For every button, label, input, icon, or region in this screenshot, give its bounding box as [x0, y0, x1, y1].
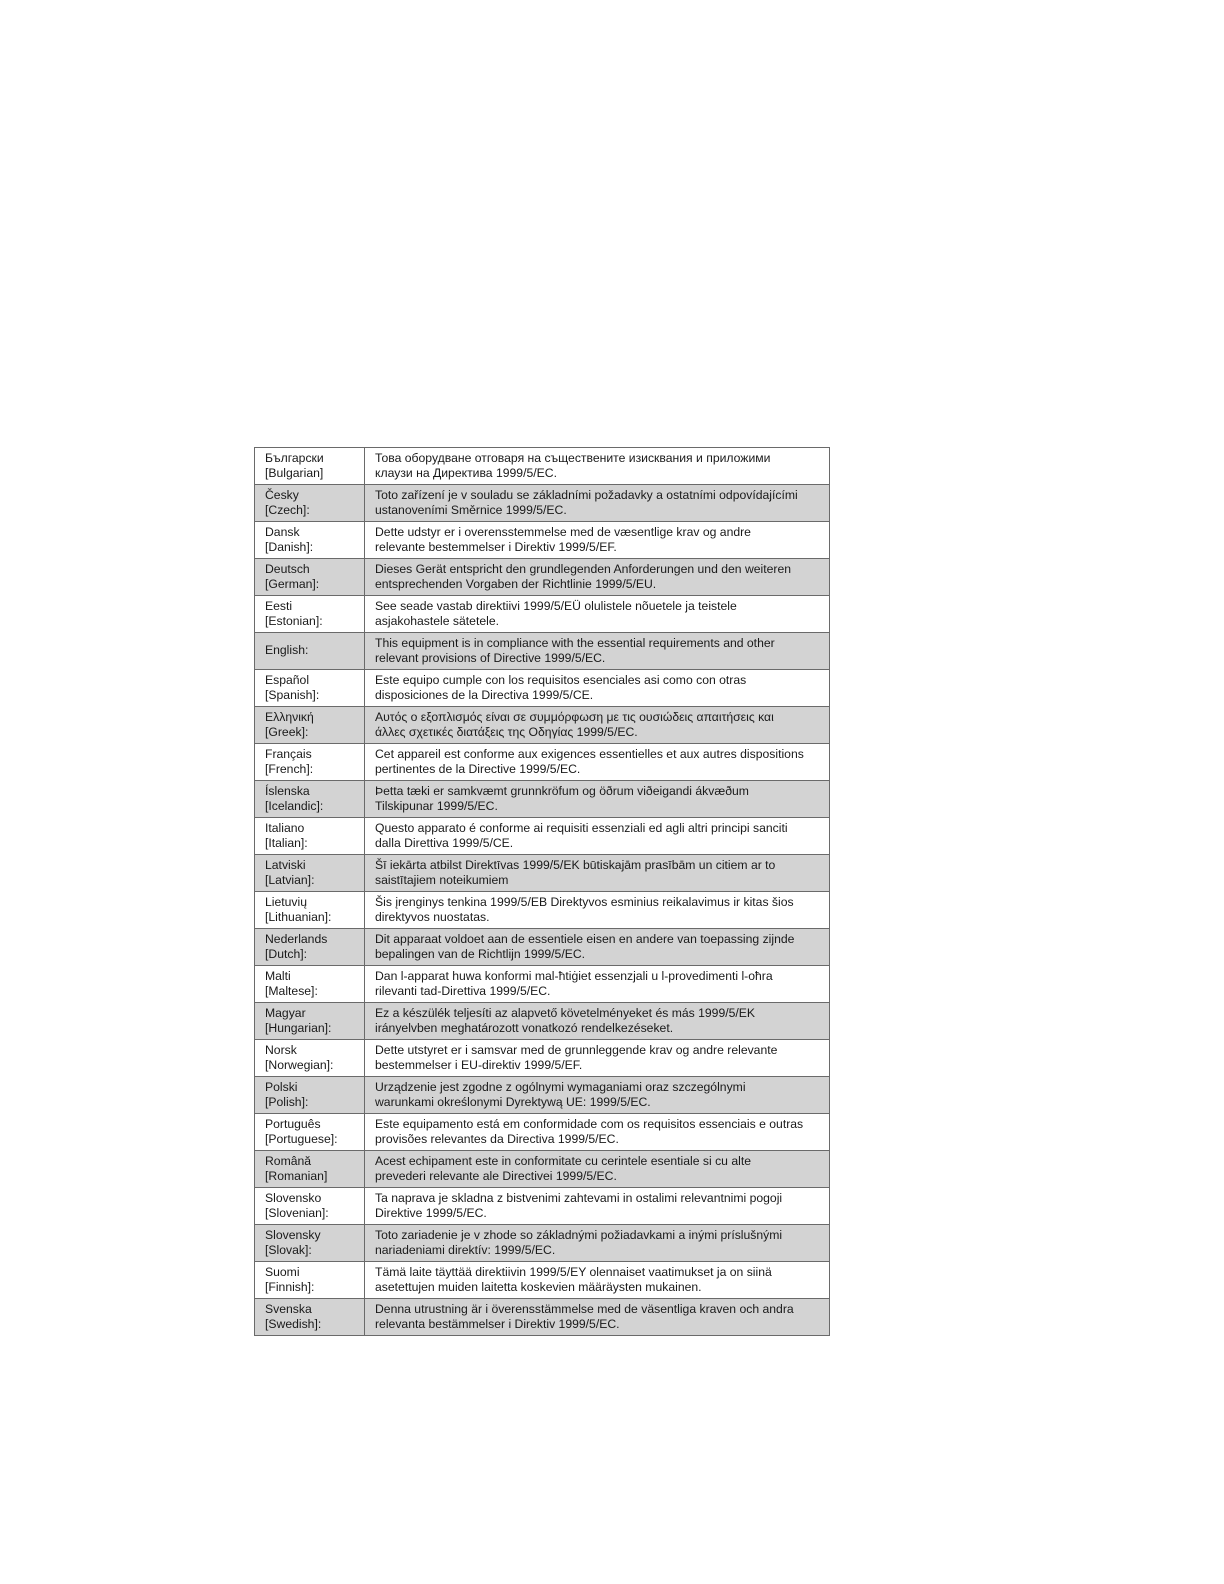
language-name: Română	[265, 1153, 312, 1168]
language-name: Suomi	[265, 1264, 300, 1279]
language-name: Français	[265, 746, 312, 761]
language-english-name: [German]:	[265, 577, 320, 591]
declaration-row	[255, 855, 830, 892]
language-english-name: [Norwegian]:	[265, 1058, 334, 1072]
declaration-row	[255, 1262, 830, 1299]
language-english-name: [Greek]:	[265, 725, 309, 739]
language-name: Deutsch	[265, 561, 310, 576]
language-cell	[255, 485, 365, 522]
language-english-name: [Lithuanian]:	[265, 910, 332, 924]
language-cell	[255, 522, 365, 559]
declaration-row	[255, 966, 830, 1003]
language-english-name: [Swedish]:	[265, 1317, 322, 1331]
compliance-statement: Cet appareil est conforme aux exigences essentielles et aux autres dispositions pertinentes de la Directive 1999/5/EC.	[365, 744, 830, 781]
language-name: Български	[265, 450, 324, 465]
language-cell	[255, 1114, 365, 1151]
compliance-statement: Toto zařízení je v souladu se základními požadavky a ostatními odpovídajícími ustanoveními Směrnice 1999/5/EC.	[365, 485, 830, 522]
declaration-row	[255, 781, 830, 818]
language-cell	[255, 929, 365, 966]
language-cell	[255, 966, 365, 1003]
language-name: Português	[265, 1116, 321, 1131]
compliance-statement: Toto zariadenie je v zhode so základnými požiadavkami a inými príslušnými nariadeniami direktív: 1999/5/EC.	[365, 1225, 830, 1262]
compliance-statement: Denna utrustning är i överensstämmelse med de väsentliga kraven och andra relevanta bestämmelser i Direktiv 1999/5/EC.	[365, 1299, 830, 1336]
declaration-row	[255, 1225, 830, 1262]
language-cell	[255, 559, 365, 596]
language-name: Ελληνική	[265, 709, 314, 724]
language-english-name: [Finnish]:	[265, 1280, 315, 1294]
compliance-statement: Dette utstyret er i samsvar med de grunnleggende krav og andre relevante bestemmelser i EU-direktiv 1999/5/EF.	[365, 1040, 830, 1077]
language-english-name: [Estonian]:	[265, 614, 323, 628]
language-name: Español	[265, 672, 310, 687]
compliance-statement: Šī iekārta atbilst Direktīvas 1999/5/EK būtiskajām prasībām un citiem ar to saistītajiem noteikumiem	[365, 855, 830, 892]
compliance-statement: Dan l-apparat huwa konformi mal-ħtiġiet essenzjali u l-provedimenti l-oħra rilevanti tad-Direttiva 1999/5/EC.	[365, 966, 830, 1003]
compliance-statement: Šis įrenginys tenkina 1999/5/EB Direktyvos esminius reikalavimus ir kitas šios direktyvos nuostatas.	[365, 892, 830, 929]
language-name: English:	[265, 643, 309, 658]
declaration-row	[255, 1077, 830, 1114]
declaration-row	[255, 448, 830, 485]
compliance-statement: Acest echipament este in conformitate cu cerintele esentiale si cu alte prevederi relevante ale Directivei 1999/5/EC.	[365, 1151, 830, 1188]
compliance-statement: Αυτός ο εξοπλισμός είναι σε συμμόρφωση με τις ουσιώδεις απαιτήσεις και άλλες σχετικές διατάξεις της Οδηγίας 1999/5/EC.	[365, 707, 830, 744]
language-name: Polski	[265, 1079, 298, 1094]
declaration-row	[255, 892, 830, 929]
language-english-name: [Dutch]:	[265, 947, 307, 961]
compliance-statement: Este equipo cumple con los requisitos esenciales asi como con otras disposiciones de la Directiva 1999/5/CE.	[365, 670, 830, 707]
language-cell	[255, 596, 365, 633]
language-name: Norsk	[265, 1042, 297, 1057]
language-cell	[255, 1262, 365, 1299]
language-english-name: [Slovak]:	[265, 1243, 312, 1257]
language-cell	[255, 1188, 365, 1225]
language-english-name: [French]:	[265, 762, 314, 776]
declaration-row	[255, 818, 830, 855]
language-english-name: [Spanish]:	[265, 688, 320, 702]
language-english-name: [Maltese]:	[265, 984, 318, 998]
language-english-name: [Bulgarian]	[265, 466, 324, 480]
declaration-row	[255, 522, 830, 559]
declaration-row	[255, 633, 830, 670]
declaration-row	[255, 670, 830, 707]
language-cell	[255, 818, 365, 855]
declaration-table-body	[255, 448, 830, 1336]
compliance-statement: Tämä laite täyttää direktiivin 1999/5/EY olennaiset vaatimukset ja on siinä asetettujen muiden laitetta koskevien määräysten mukainen.	[365, 1262, 830, 1299]
compliance-statement: See seade vastab direktiivi 1999/5/EÜ olulistele nõuetele ja teistele asjakohastele sätetele.	[365, 596, 830, 633]
language-cell	[255, 781, 365, 818]
language-english-name: [Hungarian]:	[265, 1021, 332, 1035]
language-name: Eesti	[265, 598, 293, 613]
language-cell	[255, 1151, 365, 1188]
language-name: Svenska	[265, 1301, 312, 1316]
language-english-name: [Polish]:	[265, 1095, 309, 1109]
compliance-statement: Ez a készülék teljesíti az alapvető követelményeket és más 1999/5/EK irányelvben meghatározott vonatkozó rendelkezéseket.	[365, 1003, 830, 1040]
language-name: Česky	[265, 487, 299, 502]
declaration-row	[255, 744, 830, 781]
language-cell	[255, 670, 365, 707]
language-name: Magyar	[265, 1005, 306, 1020]
language-name: Slovensko	[265, 1190, 322, 1205]
language-cell	[255, 744, 365, 781]
language-cell	[255, 707, 365, 744]
declaration-row	[255, 1114, 830, 1151]
compliance-declaration-table	[254, 447, 830, 1336]
compliance-statement: This equipment is in compliance with the essential requirements and other relevant provisions of Directive 1999/5/EC.	[365, 633, 830, 670]
language-english-name: [Italian]:	[265, 836, 308, 850]
language-english-name: [Latvian]:	[265, 873, 315, 887]
compliance-statement: Dette udstyr er i overensstemmelse med de væsentlige krav og andre relevante bestemmelser i Direktiv 1999/5/EF.	[365, 522, 830, 559]
compliance-statement: Dieses Gerät entspricht den grundlegenden Anforderungen und den weiteren entsprechenden Vorgaben der Richtlinie 1999/5/EU.	[365, 559, 830, 596]
compliance-statement: Ta naprava je skladna z bistvenimi zahtevami in ostalimi relevantnimi pogoji Direktive 1999/5/EC.	[365, 1188, 830, 1225]
compliance-statement: Urządzenie jest zgodne z ogólnymi wymaganiami oraz szczególnymi warunkami określonymi Dyrektywą UE: 1999/5/EC.	[365, 1077, 830, 1114]
compliance-statement: Това оборудване отговаря на съществените изисквания и приложими клаузи на Директива 1999/5/EC.	[365, 448, 830, 485]
language-cell	[255, 1299, 365, 1336]
language-name: Slovensky	[265, 1227, 321, 1242]
language-name: Íslenska	[265, 783, 310, 798]
language-english-name: [Icelandic]:	[265, 799, 324, 813]
language-cell	[255, 1003, 365, 1040]
compliance-statement: Dit apparaat voldoet aan de essentiele eisen en andere van toepassing zijnde bepalingen van de Richtlijn 1999/5/EC.	[365, 929, 830, 966]
declaration-row	[255, 1003, 830, 1040]
language-english-name: [Romanian]	[265, 1169, 328, 1183]
language-name: Latviski	[265, 857, 306, 872]
language-english-name: [Portuguese]:	[265, 1132, 338, 1146]
language-english-name: [Danish]:	[265, 540, 314, 554]
language-name: Dansk	[265, 524, 300, 539]
declaration-row	[255, 1299, 830, 1336]
language-cell	[255, 448, 365, 485]
language-name: Italiano	[265, 820, 305, 835]
compliance-statement: Þetta tæki er samkvæmt grunnkröfum og öðrum viðeigandi ákvæðum Tilskipunar 1999/5/EC.	[365, 781, 830, 818]
language-cell	[255, 892, 365, 929]
language-cell	[255, 1225, 365, 1262]
language-english-name: [Czech]:	[265, 503, 310, 517]
language-name: Nederlands	[265, 931, 328, 946]
declaration-row	[255, 1188, 830, 1225]
declaration-row	[255, 559, 830, 596]
declaration-row	[255, 707, 830, 744]
language-name: Lietuvių	[265, 894, 308, 909]
language-name: Malti	[265, 968, 291, 983]
declaration-row	[255, 596, 830, 633]
compliance-statement: Este equipamento está em conformidade com os requisitos essenciais e outras provisões relevantes da Directiva 1999/5/EC.	[365, 1114, 830, 1151]
declaration-row	[255, 1151, 830, 1188]
language-cell	[255, 1040, 365, 1077]
declaration-row	[255, 929, 830, 966]
language-english-name: [Slovenian]:	[265, 1206, 329, 1220]
language-cell	[255, 633, 365, 670]
declaration-row	[255, 485, 830, 522]
language-cell	[255, 855, 365, 892]
compliance-statement: Questo apparato é conforme ai requisiti essenziali ed agli altri principi sanciti dalla Direttiva 1999/5/CE.	[365, 818, 830, 855]
language-cell	[255, 1077, 365, 1114]
declaration-row	[255, 1040, 830, 1077]
